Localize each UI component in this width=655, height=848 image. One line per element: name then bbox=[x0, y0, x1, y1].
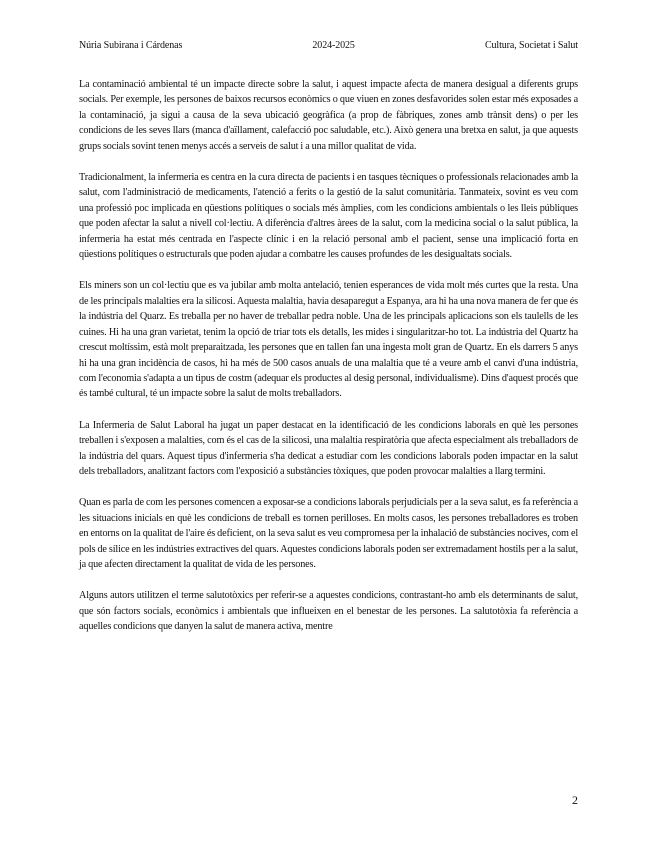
paragraph-6: Alguns autors utilitzen el terme salutotòxics per referir-se a aquestes condicions, contrastant-ho amb els determinants de salut, que són factors socials, econòmics i ambientals que influeixen en el benestar de les persones. La salutotòxia fa referència a aquelles condicions que danyen la salut de manera activa, mentre bbox=[79, 590, 578, 633]
document-body bbox=[79, 77, 578, 651]
header-author: Núria Subirana i Cárdenas bbox=[79, 40, 183, 51]
page-number: 2 bbox=[572, 793, 578, 807]
paragraph-3: Els miners son un col·lectiu que es va jubilar amb molta antelació, tenien esperances de vida molt més curtes que la resta. Una de les principals malalties era la silicosi. Aquesta malaltia, havia desaparegut a Espanya, ara hi ha una nova manera de fer que és la indústria del Quarz. Es treballa per no haver de treballar pedra noble. Una de les principals aplicacions son els taulells de les cuines. Hi ha una gran varietat, tenim la opció de triar tots els detalls, les mides i singularitzar-ho tot. La indústria del Quartz ha crescut moltíssim, està molt preparaitzada, les persones que en tallen fan una ingesta molt gran de Quartz. En els darrers 5 anys hi ha una gran incidència de casos, hi ha més de 500 casos anuals de una malaltia que té a veure amb el canvi d'una indústria, com l'economia s'adapta a un tipus de costm (adequar els productes al desig personal, individualisme). Dins d'aquest procés que és també cultural, té un impacte sobre la salut de molts treballadors. bbox=[79, 280, 578, 400]
header-year: 2024-2025 bbox=[312, 40, 355, 51]
paragraph-4: La Infermeria de Salut Laboral ha jugat un paper destacat en la identificació de les condicions laborals en què les persones treballen i s'exposen a malalties, com és el cas de la silicosi, una malaltia respiratòria que afecta especialment als treballadors de la indústria del quars. Aquest tipus d'infermeria s'ha dedicat a estudiar com les condicions laborals poden impactar en la salut dels treballadors, analitzant factors com l'exposició a substàncies tòxiques, que poden provocar malalties a llarg termini. bbox=[79, 419, 578, 477]
page-header bbox=[79, 40, 578, 51]
paragraph-1: La contaminació ambiental té un impacte directe sobre la salut, i aquest impacte afecta de manera desigual a diferents grups socials. Per exemple, les persones de baixos recursos econòmics o que viuen en zones desfavorides solen estar més exposades a la contaminació, ja sigui a causa de la seva ubicació geogràfica (a prop de fàbriques, zones amb trànsit dens) o per les condicions de les seves llars (manca d'aïllament, calefacció poc saludable, etc.). Això genera una bretxa en salut, ja que aquests grups socials sovint tenen menys accés a serveis de salut i a una millor qualitat de vida. bbox=[79, 79, 578, 152]
header-course: Cultura, Societat i Salut bbox=[484, 40, 578, 51]
paragraph-5: Quan es parla de com les persones comencen a exposar-se a condicions laborals perjudicials per a la seva salut, es fa referència a les situacions inicials en què les condicions de treball es tornen perilloses. En molts casos, les persones treballadores es troben en entorns on la qualitat de l'aire és deficient, on la seva salut es veu compromesa per la inhalació de substàncies nocives, com el pols de sílice en les indústries extractives del quars. Aquestes condicions laborals poden ser extremadament hostils per a la salut, ja que afecten directament la qualitat de vida de les persones. bbox=[79, 497, 578, 570]
paragraph-2: Tradicionalment, la infermeria es centra en la cura directa de pacients i en tasques tècniques o professionals relacionades amb la salut, com l'administració de medicaments, l'atenció a ferits o la gestió de la salut comunitària. Tanmateix, sovint es veu com una professió poc implicada en qüestions polítiques o socials més àmplies, com les condicions ambientals o les lleis públiques que poden afectar la salut a nivell col·lectiu. A diferència d'altres àrees de la salut, com la medicina social o la salut pública, la infermeria ha estat més centrada en l'aspecte clínic i en la relació personal amb el pacient, sense una implicació forta en qüestions polítiques o estructurals que poden ajudar a combatre les causes profundes de les desigualtats socials. bbox=[79, 172, 578, 261]
